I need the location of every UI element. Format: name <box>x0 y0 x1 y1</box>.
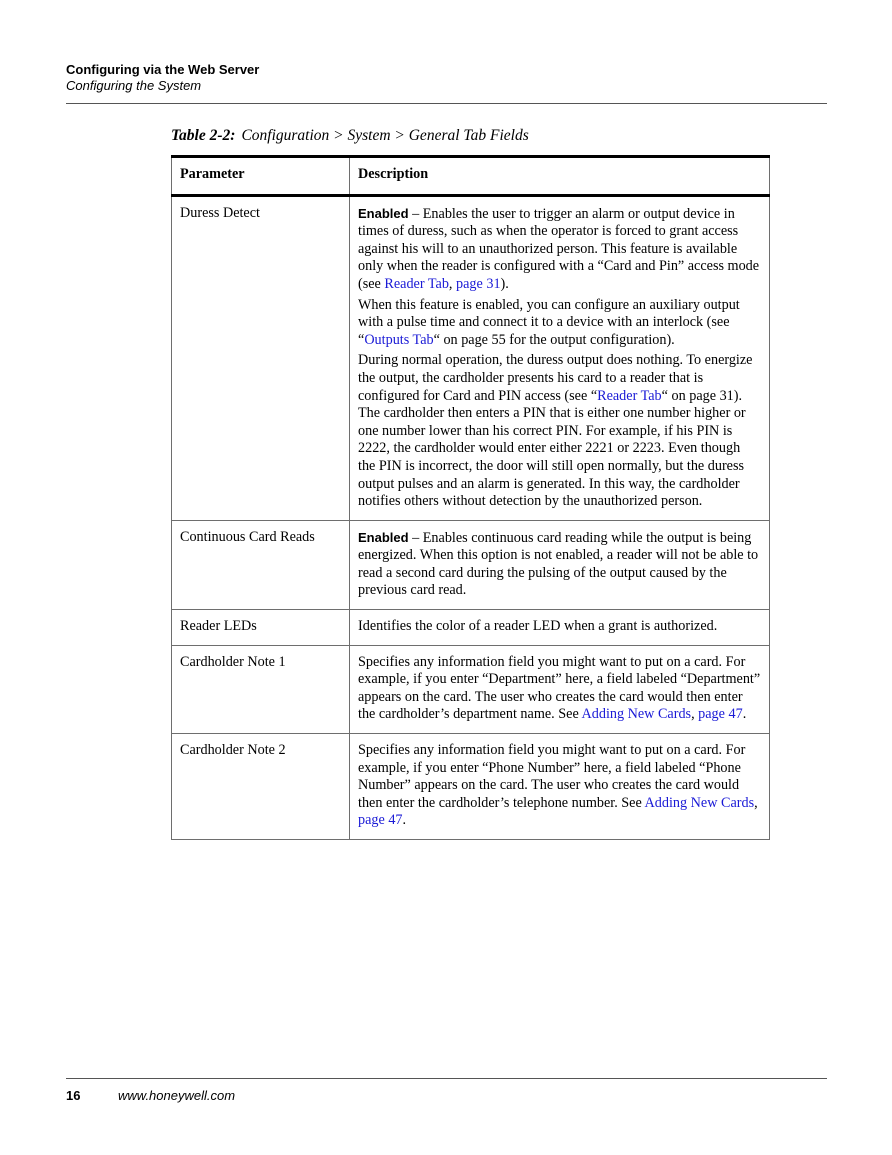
section-title: Configuring the System <box>66 78 202 93</box>
table-row-cardholder-note-1 <box>172 645 770 733</box>
description-cell: Identifies the color of a reader LED when a grant is authorized. <box>350 610 770 646</box>
page-47-link[interactable]: page 47 <box>698 706 743 723</box>
description-text: “ on page 31). The cardholder then enters a PIN that is either one number higher or one number lower than his correct PIN. For example, if his PIN is 2222, the cardholder would enter either 2221 or 2223. Even though the PIN is incorrect, the door will still open normally, but the duress output pulses and an alarm is generated. In this way, the cardholder notifies others without detection by the unauthorized person. <box>358 387 746 510</box>
footer-url: www.honeywell.com <box>118 1088 236 1103</box>
page-footer <box>66 1088 235 1103</box>
table-caption <box>171 127 529 145</box>
table-header-row <box>172 157 770 196</box>
description-text: Specifies any information field you might want to put on a card. For example, if you enter “Department” here, a field labeled “Department” appears on the card. The user who creates the card would then enter the cardholder’s department name. See <box>358 653 761 723</box>
outputs-tab-link[interactable]: Outputs Tab <box>364 331 434 348</box>
adding-new-cards-link[interactable]: Adding New Cards <box>581 706 692 723</box>
reader-tab-link[interactable]: Reader Tab <box>384 275 449 292</box>
description-text: ). <box>500 275 509 292</box>
page-number: 16 <box>66 1088 81 1103</box>
parameter-cell: Cardholder Note 1 <box>172 645 350 733</box>
table-row-continuous-card-reads <box>172 520 770 609</box>
table-caption-title: Configuration > System > General Tab Fields <box>241 127 529 144</box>
table-row-cardholder-note-2 <box>172 734 770 840</box>
description-text: , <box>448 275 457 292</box>
page-47-link[interactable]: page 47 <box>358 812 403 829</box>
description-paragraph <box>358 352 761 510</box>
description-text: Specifies any information field you might want to put on a card. For example, if you enter “Phone Number” here, a field labeled “Phone Number” appears on the card. The user who creates the card would then enter the cardholder’s telephone number. See <box>358 742 746 811</box>
description-text: – Enables continuous card reading while the output is being energized. When this option is not enabled, a reader will not be able to read a second card during the pulsing of the output caused by the previous card read. <box>358 529 759 599</box>
description-cell <box>350 195 770 520</box>
parameter-cell: Duress Detect <box>172 195 350 520</box>
description-text: When this feature is enabled, you can configure an auxiliary output with a pulse time and connect it to a device with an interlock (see “ <box>358 296 740 348</box>
adding-new-cards-link[interactable]: Adding New Cards <box>644 794 755 811</box>
column-header-description: Description <box>350 157 770 196</box>
description-text: . <box>742 706 747 723</box>
description-text: “ on page 55 for the output configuration). <box>433 331 675 348</box>
description-cell <box>350 734 770 840</box>
header-divider <box>66 103 827 104</box>
description-paragraph <box>358 297 761 350</box>
table-row-reader-leds <box>172 610 770 646</box>
description-text: . <box>402 812 407 829</box>
enabled-label: Enabled <box>358 529 409 545</box>
description-text: , <box>754 794 758 811</box>
page-31-link[interactable]: page 31 <box>456 275 501 292</box>
parameter-cell: Cardholder Note 2 <box>172 734 350 840</box>
column-header-parameter: Parameter <box>172 157 350 196</box>
page-header <box>66 62 827 94</box>
description-text: – Enables the user to trigger an alarm or output device in times of duress, such as when the operator is forced to grant access against his will to an unauthorized person. This feature is available only when the reader is configured with a “Card and Pin” access mode (see <box>358 205 760 292</box>
enabled-label: Enabled <box>358 205 409 221</box>
description-cell <box>350 520 770 609</box>
table-caption-number: Table 2-2: <box>171 127 236 144</box>
reader-tab-link[interactable]: Reader Tab <box>597 387 662 404</box>
footer-divider <box>66 1078 827 1079</box>
description-text: , <box>691 706 699 723</box>
chapter-title: Configuring via the Web Server <box>66 62 260 77</box>
description-text: During normal operation, the duress output does nothing. To energize the output, the cardholder presents his card to a reader that is configured for Card and PIN access (see “ <box>358 352 753 404</box>
general-tab-fields-table <box>171 155 770 840</box>
description-paragraph <box>358 205 761 294</box>
parameter-cell: Continuous Card Reads <box>172 520 350 609</box>
table-row-duress-detect <box>172 195 770 520</box>
description-cell <box>350 645 770 733</box>
parameter-cell: Reader LEDs <box>172 610 350 646</box>
